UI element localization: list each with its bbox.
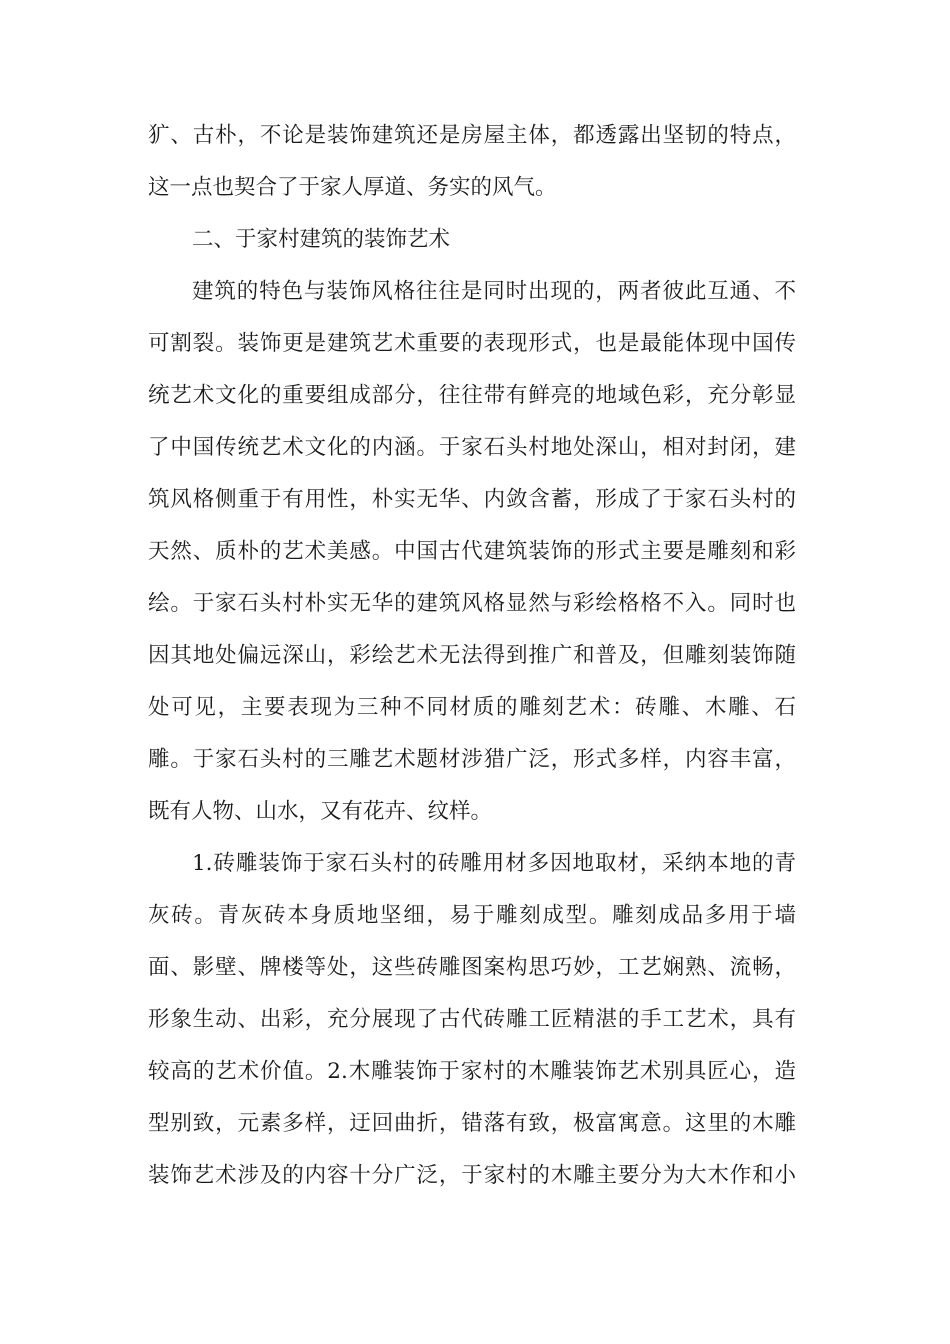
text-line: 较高的艺术价值。2.木雕装饰于家村的木雕装饰艺术别具匠心，造 (148, 1059, 796, 1084)
text-line: 筑风格侧重于有用性，朴实无华、内敛含蓄，形成了于家石头村的 (148, 487, 796, 512)
text-line: 犷、古朴，不论是装饰建筑还是房屋主体，都透露出坚韧的特点， (148, 123, 796, 148)
text-line: 绘。于家石头村朴实无华的建筑风格显然与彩绘格格不入。同时也 (148, 591, 796, 616)
text-line: 这一点也契合了于家人厚道、务实的风气。 (148, 175, 557, 200)
section-heading: 二、于家村建筑的装饰艺术 (192, 227, 451, 252)
text-line: 型别致，元素多样，迂回曲折，错落有致，极富寓意。这里的木雕 (148, 1111, 796, 1136)
text-line: 灰砖。青灰砖本身质地坚细，易于雕刻成型。雕刻成品多用于墙 (148, 903, 796, 928)
text-line: 天然、质朴的艺术美感。中国古代建筑装饰的形式主要是雕刻和彩 (148, 539, 796, 564)
text-line: 处可见，主要表现为三种不同材质的雕刻艺术：砖雕、木雕、石 (148, 695, 796, 720)
text-line: 1.砖雕装饰于家石头村的砖雕用材多因地取材，采纳本地的青 (192, 851, 796, 876)
text-line: 装饰艺术涉及的内容十分广泛，于家村的木雕主要分为大木作和小 (148, 1163, 796, 1188)
text-line: 形象生动、出彩，充分展现了古代砖雕工匠精湛的手工艺术，具有 (148, 1007, 796, 1032)
text-line: 了中国传统艺术文化的内涵。于家石头村地处深山，相对封闭，建 (148, 435, 796, 460)
text-line: 面、影壁、牌楼等处，这些砖雕图案构思巧妙，工艺娴熟、流畅， (148, 955, 796, 980)
text-line: 既有人物、山水，又有花卉、纹样。 (148, 799, 493, 824)
text-line: 因其地处偏远深山，彩绘艺术无法得到推广和普及，但雕刻装饰随 (148, 643, 796, 668)
text-line: 建筑的特色与装饰风格往往是同时出现的，两者彼此互通、不 (192, 279, 796, 304)
text-line: 统艺术文化的重要组成部分，往往带有鲜亮的地域色彩，充分彰显 (148, 383, 796, 408)
text-line: 可割裂。装饰更是建筑艺术重要的表现形式，也是最能体现中国传 (148, 331, 796, 356)
text-line: 雕。于家石头村的三雕艺术题材涉猎广泛，形式多样，内容丰富， (148, 747, 796, 772)
